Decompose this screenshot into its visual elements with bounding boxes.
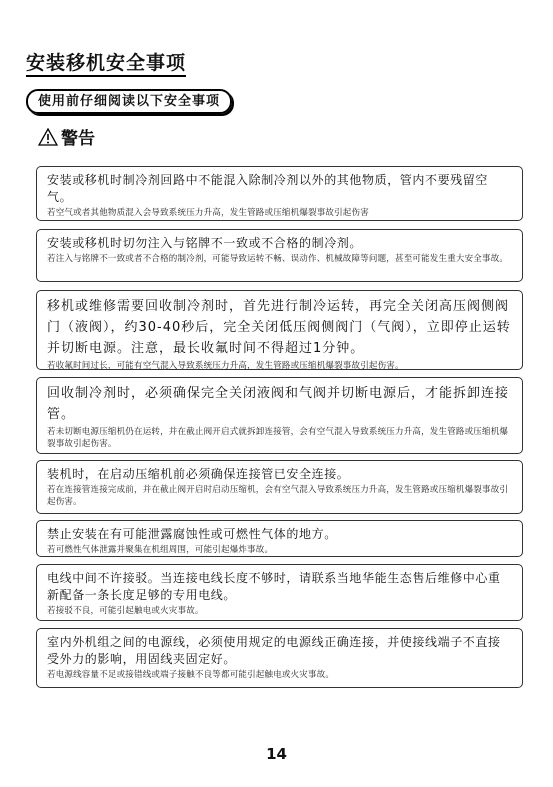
warning-main-text: 禁止安装在有可能泄露腐蚀性或可燃性气体的地方。: [47, 527, 337, 541]
warning-main-text: 移机或维修需要回收制冷剂时，首先进行制冷运转，再完全关闭高压阀侧阀门（液阀），约30-40秒后，完全关闭低压阀侧阀门（气阀），立即停止运转并切断电源。注意，最长收氟时间不得超过1分钟。: [47, 299, 511, 356]
warning-main-text: 回收制冷剂时，必须确保完全关闭液阀和气阀并切断电源后，才能拆卸连接管。: [47, 386, 510, 422]
warning-box-4: [36, 377, 523, 454]
page-title: 安装移机安全事项: [26, 52, 186, 77]
warning-main-text: 装机时，在启动压缩机前必须确保连接管已安全连接。: [47, 467, 350, 481]
warning-note-text: 若电源线容量不足或接错线或端子接触不良等都可能引起触电或火灾事故。: [47, 670, 335, 680]
warning-main-text: 安装或移机时制冷剂回路中不能混入除制冷剂以外的其他物质，管内不要残留空气。: [47, 173, 489, 204]
warning-box-2: [36, 229, 523, 282]
warning-note-text: 若可燃性气体泄露并聚集在机组周围，可能引起爆炸事故。: [47, 545, 274, 555]
warning-label: 警告: [61, 129, 95, 149]
page-number: 14: [266, 745, 287, 763]
warning-box-1: [36, 166, 523, 221]
warning-note-text: 若接驳不良，可能引起触电或火灾事故。: [47, 606, 204, 616]
warning-main-text: 安装或移机时切勿注入与铭牌不一致或不合格的制冷剂。: [47, 236, 363, 250]
warning-main-text: 电线中间不许接驳。当连接电线长度不够时，请联系当地华能生态售后维修中心重新配备一条长度足够的专用电线。: [47, 571, 501, 602]
warning-note-text: 若收氟时间过长，可能有空气混入导致系统压力升高，发生管路或压缩机爆裂事故引起伤害。: [47, 361, 404, 371]
warning-triangle-icon: [38, 128, 58, 146]
warning-main-text: 室内外机组之间的电源线，必须使用规定的电源线正确连接，并使接线端子不直接受外力的影响，用固线夹固定好。: [47, 635, 501, 666]
warning-box-5: [36, 460, 523, 514]
warning-header: [38, 124, 95, 149]
subtitle-banner: 使用前仔细阅读以下安全事项: [26, 89, 232, 114]
warning-note-text: 若注入与铭牌不一致或者不合格的制冷剂，可能导致运转不畅、误动作、机械故障等问题，甚至可能发生重大安全事故。: [47, 254, 509, 264]
warning-box-3: [36, 290, 523, 370]
warning-box-6: [36, 520, 523, 557]
warning-box-8: [36, 628, 523, 688]
warning-note-text: 若空气或者其他物质混入会导致系统压力升高，发生管路或压缩机爆裂事故引起伤害: [47, 208, 369, 218]
warning-note-text: 若未切断电源压缩机仍在运转，并在截止阀开启式就拆卸连接管，会有空气混入导致系统压力升高，发生管路或压缩机爆裂事故引起伤害。: [47, 427, 509, 449]
warning-note-text: 若在连接管连接完成前，并在截止阀开启时启动压缩机，会有空气混入导致系统压力升高，发生管路或压缩机爆裂事故引起伤害。: [47, 485, 509, 507]
warning-box-7: [36, 564, 523, 621]
